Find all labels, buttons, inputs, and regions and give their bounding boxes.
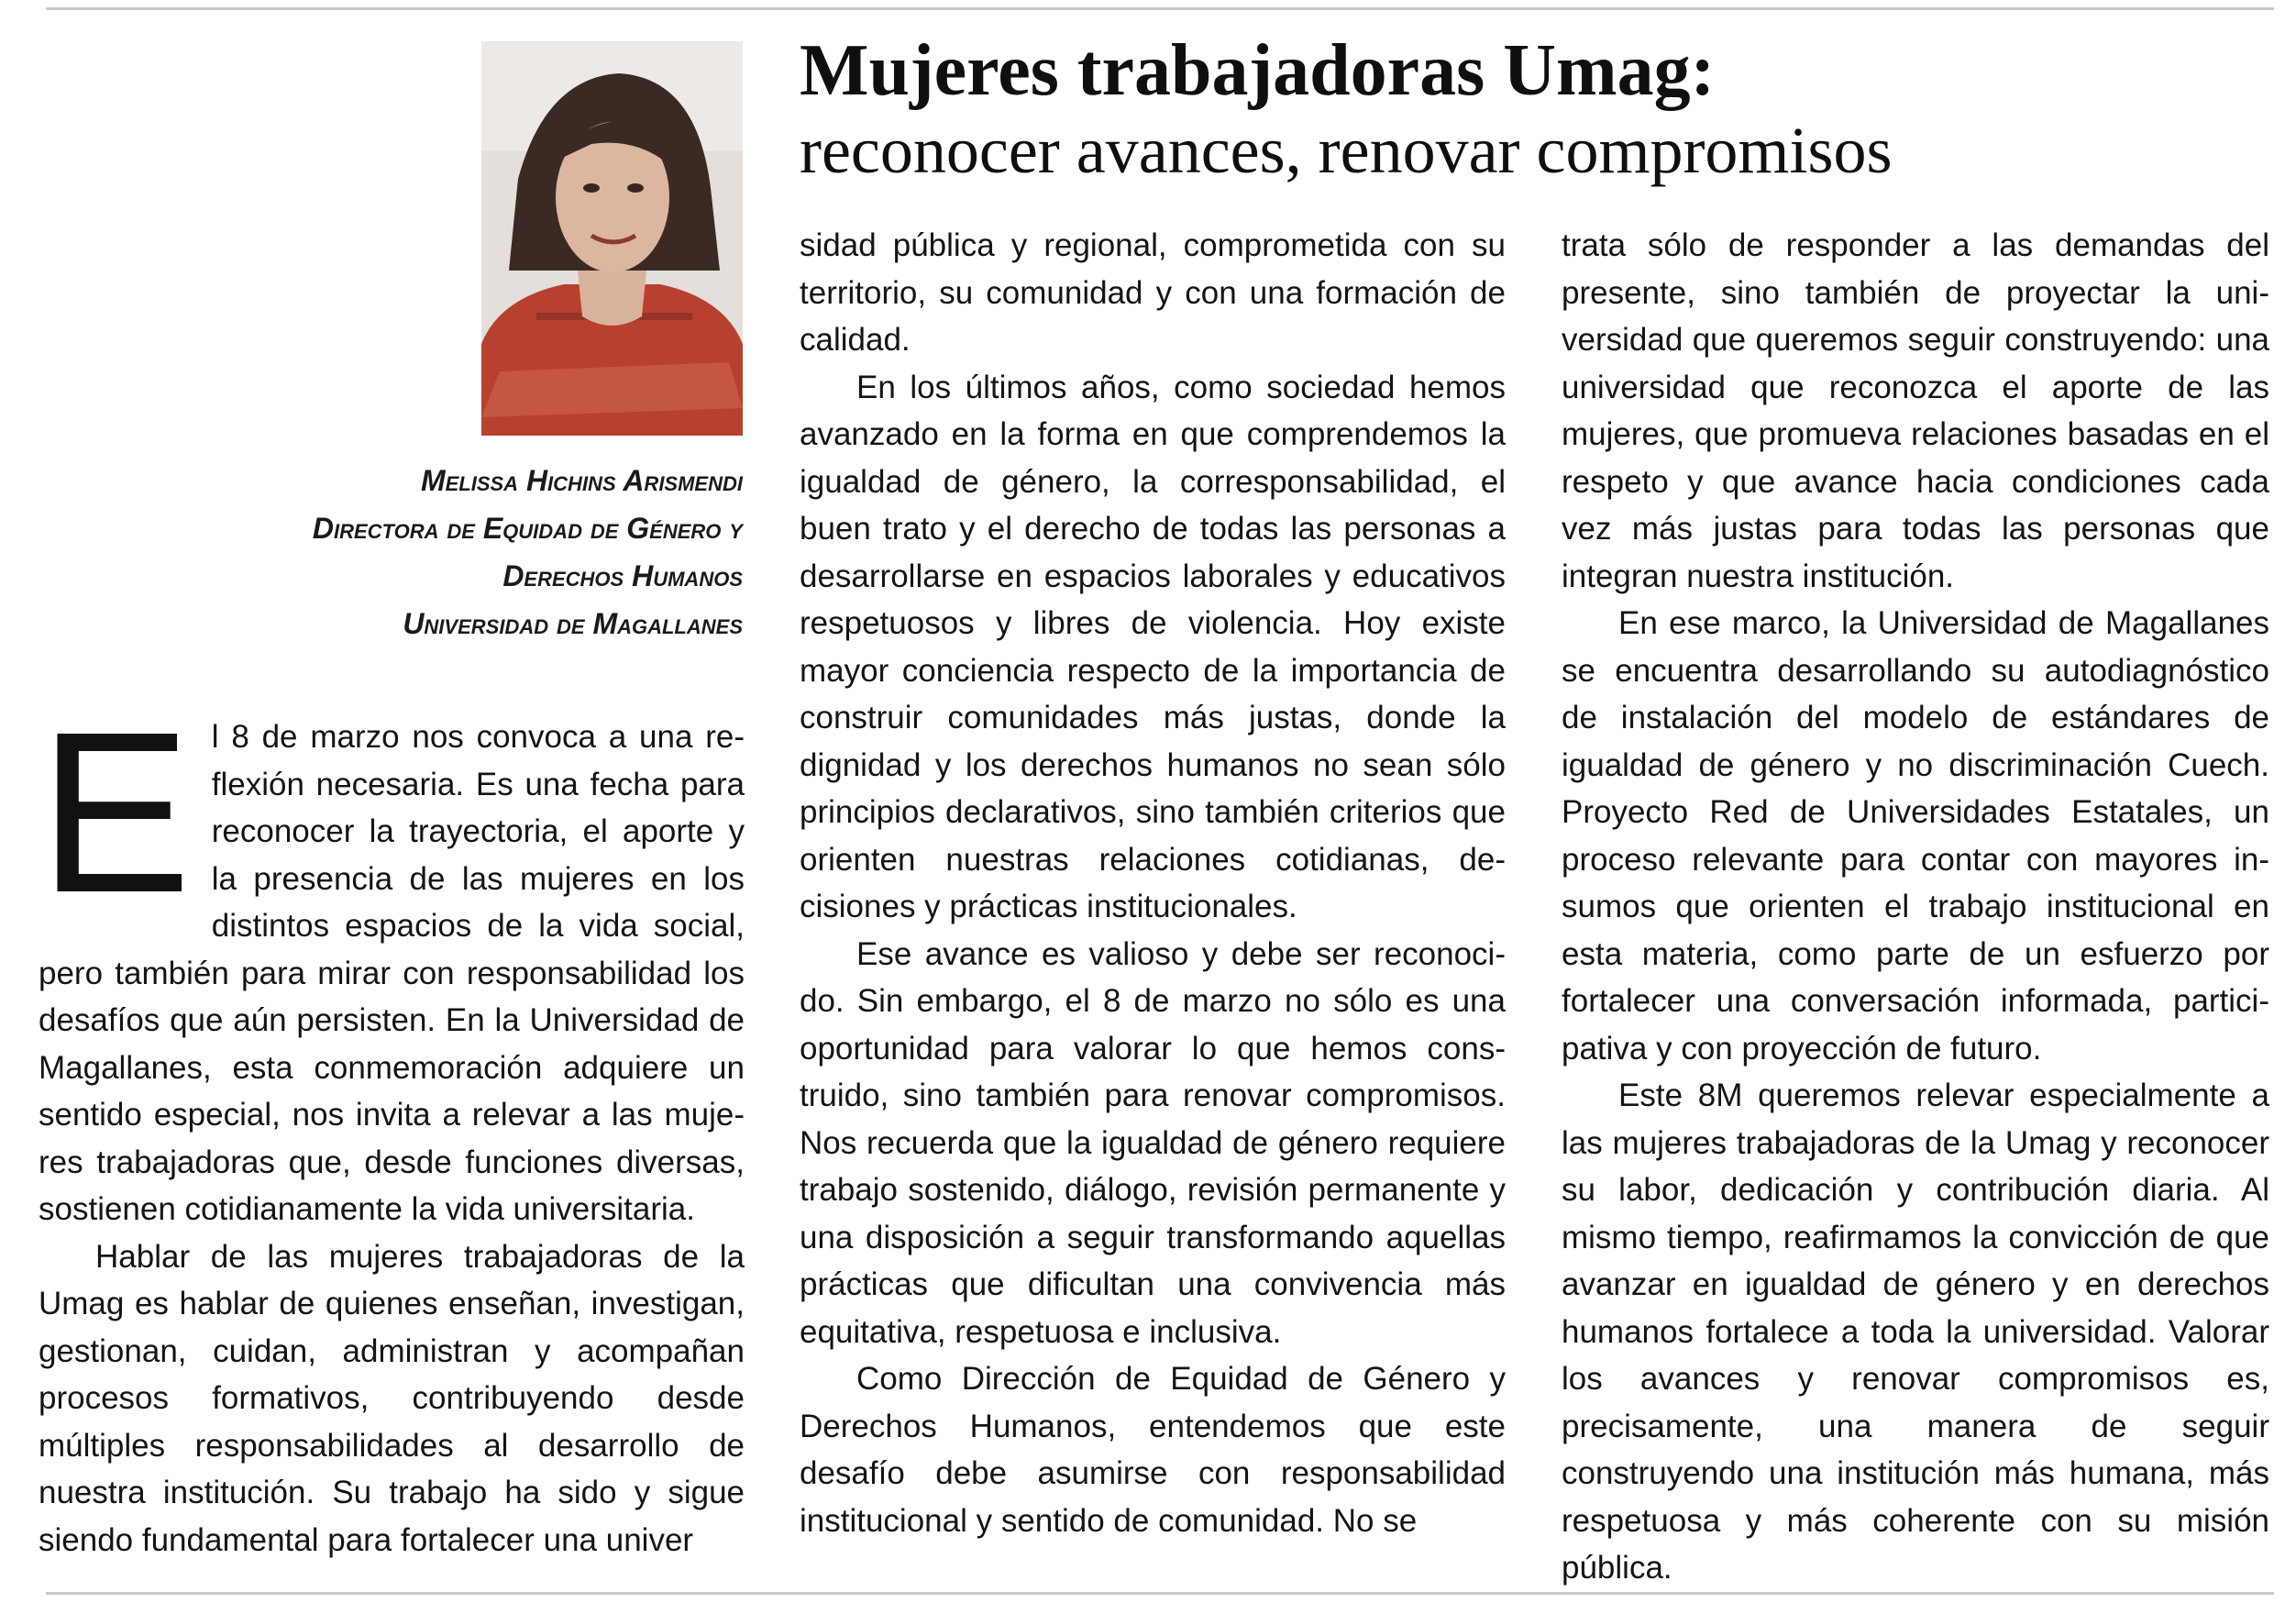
paragraph-2: Hablar de las mujeres trabajadoras de la Umag es hablar de quienes enseñan, investigan, gestionan, cuidan, administran y acompañan procesos formativos, contribuyendo desde múltiples responsabilidades al desarrollo de nuestra institución. Su trabajo ha sido y sigue siendo fundamental para fortalecer una univer [39, 1238, 745, 1558]
author-name: Melissa Hichins Arismendi [420, 464, 743, 497]
paragraph-7: Este 8M queremos relevar especialmente a las mujeres trabajadoras de la Umag y reconocer su labor, dedicación y contribución diaria. Al mismo tiempo, reafirmamos la convicción de que avanzar en igualdad de género y en derechos humanos fortalece a toda la universidad. Valorar los avances y renovar compromisos es, precisamente, una manera de seguir construyendo una institución más humana, más respetuosa y más coherente con su misión pública. [1562, 1078, 2269, 1586]
headline-subtitle: reconocer avances, renovar compromisos [800, 114, 1893, 187]
paragraph-1-text: l 8 de marzo nos convoca a una reflexión necesaria. Es una fecha para reconocer la trayectoria, el aporte y la presencia de las mujeres en los distintos espacios de la vida social, pero también para mirar con responsabilidad los desafíos que aún persisten. En la Universidad de Magallanes, esta conmemoración adquiere un sentido especial, nos invita a relevar a las mujeres trabajadoras que, desde funciones diversas, sostienen cotidianamente la vida universitaria. [39, 719, 745, 1227]
author-photo [481, 41, 743, 436]
author-portrait-image [481, 41, 743, 436]
article-headline [800, 29, 2267, 189]
paragraph-6: En ese marco, la Universidad de Magallanes se encuentra desarrollando su autodiagnóstico de instalación del modelo de estándares de igualdad de género y no discriminación Cuech. Proyecto Red de Universidades Estatales, un proceso relevante para contar con mayores insumos que orienten el trabajo institucional en esta materia, como parte de un esfuerzo por fortalecer una conversación informada, participativa y con proyección de futuro. [1562, 605, 2269, 1067]
drop-cap: E [39, 684, 192, 940]
top-rule [46, 7, 2274, 10]
headline-title: Mujeres trabajadoras Umag: [800, 30, 1716, 111]
paragraph-5-continued: trata sólo de responder a las demandas del presente, sino también de proyectar la universidad que queremos seguir construyendo: una universidad que reconozca el aporte de las mujeres, que promueva relaciones basadas en el respeto y que avance hacia condiciones cada vez más justas para todas las personas que integran nuestra institución. [1562, 227, 2269, 594]
article-column-3 [1562, 222, 2269, 1586]
paragraph-5: Como Dirección de Equidad de Género y Derechos Humanos, entendemos que este desafío debe asumirse con responsabilidad institucional y sentido de comunidad. No se [800, 1361, 1506, 1539]
article-column-2 [800, 222, 1506, 1570]
paragraph-2-continued: sidad pública y regional, comprometida con su territorio, su comunidad y con una formación de calidad. [800, 227, 1506, 358]
article-column-1 [39, 684, 745, 1566]
paragraph-4: Ese avance es valioso y debe ser reconocido. Sin embargo, el 8 de marzo no sólo es una oportunidad para valorar lo que hemos construido, sino también para renovar compromisos. Nos recuerda que la igualdad de género requiere trabajo sostenido, diálogo, revisión permanente y una disposición a seguir transformando aquellas prácticas que dificultan una convivencia más equitativa, respetuosa e inclusiva. [800, 935, 1506, 1350]
author-byline [138, 457, 743, 647]
author-role-line2: Derechos Humanos [502, 559, 743, 592]
author-role-line1: Directora de Equidad de Género y [312, 512, 743, 545]
author-institution: Universidad de Magallanes [403, 607, 743, 640]
bottom-rule [46, 1592, 2274, 1595]
paragraph-3: En los últimos años, como sociedad hemos avanzado en la forma en que comprendemos la igualdad de género, la corresponsabilidad, el buen trato y el derecho de todas las personas a desarrollarse en espacios laborales y educativos respetuosos y libres de violencia. Hoy existe mayor conciencia respecto de la importancia de construir comunidades más justas, donde la dignidad y los derechos humanos no sean sólo principios declarativos, sino también criterios que orienten nuestras relaciones cotidianas, decisiones y prácticas institucionales. [800, 369, 1506, 924]
paragraph-1 [39, 684, 745, 1233]
